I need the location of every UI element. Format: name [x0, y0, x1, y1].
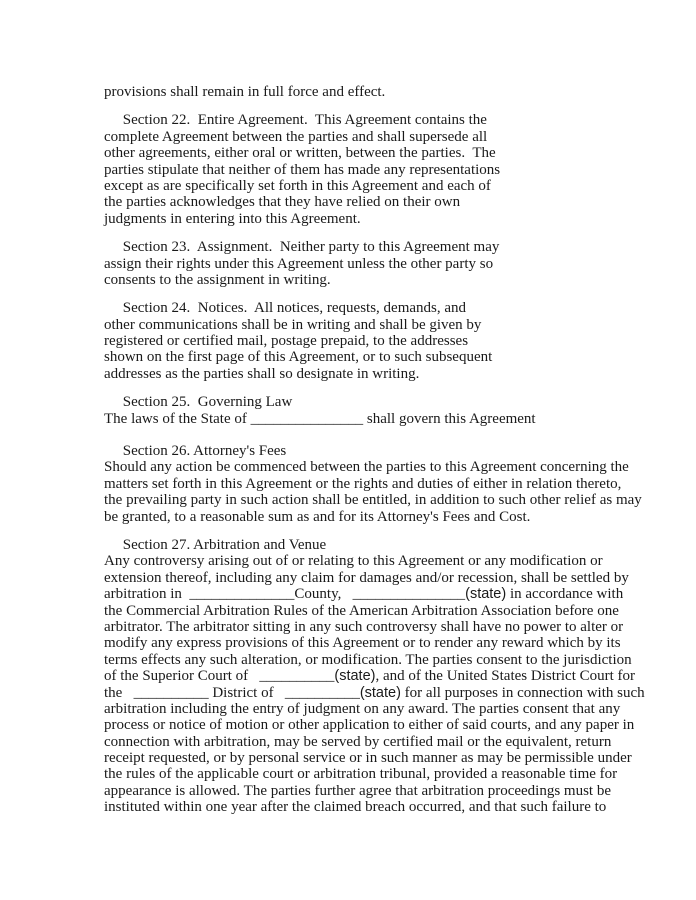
text-line: [104, 256, 696, 272]
text-segment: arbitrator. The arbitrator sitting in any such controversy shall have no power to alter or: [104, 618, 624, 635]
text-line: [104, 799, 696, 815]
text-line: [104, 717, 696, 733]
text-segment: Section 26. Attorney's Fees: [104, 443, 287, 460]
text-line: [104, 411, 696, 427]
blank-field: __________: [133, 684, 209, 701]
text-line: [104, 129, 696, 145]
text-segment: The laws of the State of: [104, 410, 251, 427]
text-segment: assign their rights under this Agreement unless the other party so: [104, 255, 494, 272]
text-segment: , and of the United States District Court for: [375, 668, 636, 685]
text-segment: Section 23. Assignment. Neither party to this Agreement may: [104, 239, 500, 256]
text-segment: shall govern this Agreement: [363, 410, 536, 427]
state-label: (state): [359, 684, 401, 701]
text-segment: complete Agreement between the parties and shall supersede all: [104, 128, 488, 145]
text-segment: arbitration in: [104, 586, 190, 603]
text-line: [104, 112, 696, 128]
text-segment: for all purposes in connection with such: [400, 684, 645, 701]
blank-field: __________: [259, 668, 335, 685]
text-segment: instituted within one year after the claimed breach occurred, and that such failure to: [104, 799, 607, 816]
section-24-notices: [104, 300, 696, 382]
text-line: [104, 783, 696, 799]
text-line: [104, 459, 696, 475]
text-segment: the: [104, 684, 134, 701]
blank-field: __________: [284, 684, 360, 701]
section-22-entire-agreement: [104, 112, 696, 227]
text-line: [104, 394, 696, 410]
text-segment: Section 22. Entire Agreement. This Agreement contains the: [104, 112, 487, 129]
text-line: [104, 300, 696, 316]
text-segment: County,: [294, 586, 353, 603]
text-segment: extension thereof, including any claim for damages and/or recession, shall be settled by: [104, 569, 629, 586]
text-segment: the rules of the applicable court or arbitration tribunal, provided a reasonable time for: [104, 766, 618, 783]
text-segment: parties stipulate that neither of them has made any representations: [104, 161, 501, 178]
text-line: [104, 603, 696, 619]
text-segment: terms effects any such alteration, or modification. The parties consent to the jurisdiction: [104, 651, 632, 668]
state-label: (state): [334, 668, 376, 685]
blank-field: _______________: [250, 410, 364, 427]
text-line: [104, 537, 696, 553]
text-line: [104, 145, 696, 161]
state-label: (state): [465, 586, 507, 603]
text-segment: judgments in entering into this Agreement.: [104, 210, 361, 227]
text-line: [104, 734, 696, 750]
text-line: [104, 162, 696, 178]
section-27-arbitration-and-venue: [104, 537, 696, 816]
text-segment: Section 24. Notices. All notices, requests, demands, and: [104, 300, 467, 317]
text-line: [104, 476, 696, 492]
text-segment: modify any express provisions of this Agreement or to render any reward which by its: [104, 635, 621, 652]
text-line: [104, 652, 696, 668]
section-23-assignment: [104, 239, 696, 288]
text-line: [104, 685, 696, 701]
text-line: [104, 366, 696, 382]
text-segment: be granted, to a reasonable sum as and for its Attorney's Fees and Cost.: [104, 508, 531, 525]
text-segment: shown on the first page of this Agreement, or to such subsequent: [104, 349, 493, 366]
text-line: [104, 619, 696, 635]
section-25-governing-law: [104, 394, 696, 427]
text-segment: addresses as the parties shall so designate in writing.: [104, 365, 420, 382]
paragraph-continuation: [104, 84, 696, 100]
text-line: [104, 178, 696, 194]
text-segment: provisions shall remain in full force and effect.: [104, 84, 386, 100]
text-segment: the Commercial Arbitration Rules of the American Arbitration Association before one: [104, 602, 619, 619]
text-segment: Any controversy arising out of or relating to this Agreement or any modification or: [104, 553, 603, 570]
text-line: [104, 701, 696, 717]
text-line: [104, 668, 696, 684]
text-segment: process or notice of motion or other application to either of said courts, and any paper in: [104, 717, 635, 734]
text-segment: receipt requested, or by personal service or in such manner as may be permissible under: [104, 750, 632, 767]
text-line: [104, 635, 696, 651]
text-segment: appearance is allowed. The parties further agree that arbitration proceedings must be: [104, 782, 612, 799]
text-segment: Should any action be commenced between the parties to this Agreement concerning the: [104, 459, 629, 476]
text-segment: in accordance with: [506, 586, 624, 603]
text-segment: the parties acknowledges that they have relied on their own: [104, 194, 461, 211]
text-line: [104, 553, 696, 569]
text-line: [104, 750, 696, 766]
text-segment: other communications shall be in writing and shall be given by: [104, 316, 482, 333]
text-line: [104, 84, 696, 100]
text-segment: District of: [208, 684, 285, 701]
blank-field: ______________: [189, 586, 295, 603]
text-segment: of the Superior Court of: [104, 668, 260, 685]
text-line: [104, 333, 696, 349]
text-line: [104, 349, 696, 365]
blank-field: _______________: [352, 586, 466, 603]
text-segment: connection with arbitration, may be served by certified mail or the equivalent, return: [104, 733, 612, 750]
text-line: [104, 272, 696, 288]
text-line: [104, 317, 696, 333]
text-segment: matters set forth in this Agreement or the rights and duties of either in relation thereto,: [104, 475, 622, 492]
text-segment: Section 27. Arbitration and Venue: [104, 536, 327, 553]
text-line: [104, 443, 696, 459]
text-segment: the prevailing party in such action shall be entitled, in addition to such other relief as may: [104, 492, 642, 509]
text-line: [104, 766, 696, 782]
text-line: [104, 586, 696, 602]
text-line: [104, 211, 696, 227]
text-line: [104, 570, 696, 586]
text-segment: consents to the assignment in writing.: [104, 271, 331, 288]
text-segment: except as are specifically set forth in this Agreement and each of: [104, 177, 491, 194]
text-segment: arbitration including the entry of judgment on any award. The parties consent that any: [104, 700, 621, 717]
text-segment: other agreements, either oral or written, between the parties. The: [104, 145, 496, 162]
text-segment: Section 25. Governing Law: [104, 394, 293, 411]
text-segment: registered or certified mail, postage prepaid, to the addresses: [104, 333, 469, 350]
text-line: [104, 509, 696, 525]
text-line: [104, 239, 696, 255]
section-26-attorneys-fees: [104, 443, 696, 525]
text-line: [104, 492, 696, 508]
text-line: [104, 194, 696, 210]
